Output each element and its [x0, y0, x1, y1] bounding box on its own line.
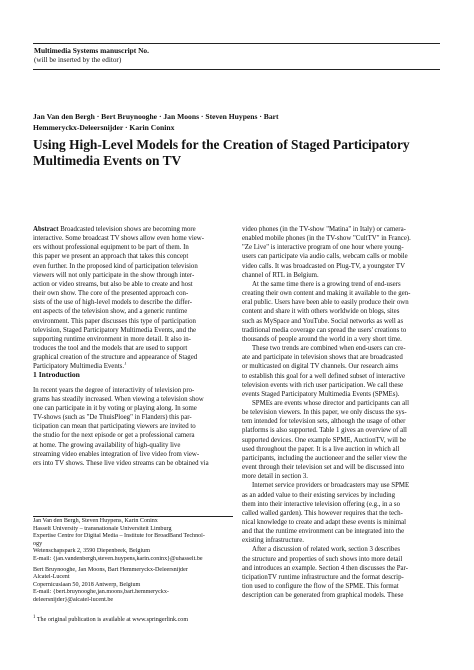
abstract-line: this paper we present an approach that takes this concept	[33, 253, 189, 261]
footnote-text: The original publication is available at www.springerlink.com	[36, 617, 189, 623]
abstract-line: environment. This paper discusses this type of participation	[33, 317, 196, 325]
body-line: such as MySpace and YouTube. Social networks as well as	[242, 317, 404, 325]
abstract-line: Broadcasted television shows are becoming more	[60, 226, 196, 233]
affiliation-line: Bert Bruynooghe, Jan Moons, Bart Hemmeryckx-Deleersnijder	[33, 566, 188, 573]
body-line: description can be generated from graphical models. These	[242, 592, 404, 600]
body-line: more detail in section 3.	[242, 473, 308, 481]
body-line: television events with rich user participation. We call these	[242, 381, 404, 389]
body-line: participants, including the auctioneer and the seller view the	[242, 454, 407, 462]
introduction-text	[33, 386, 235, 468]
body-line: platforms is also supported. Table 1 gives an overview of all	[242, 427, 407, 435]
body-line: users can participate via audio calls, webcam calls or mobile	[242, 253, 408, 261]
title-line: Using High-Level Models for the Creation of Staged Participatory	[33, 137, 410, 152]
affiliations	[33, 518, 238, 605]
abstract-line: even further. In the proposed kind of participation television	[33, 262, 198, 270]
author-line: Hemmeryckx-Deleersnijder · Karin Coninx	[33, 123, 175, 132]
body-line: tem intended for television sets, although the usage of other	[242, 418, 406, 426]
body-line: to establish this goal for a well defined subset of interactive	[242, 372, 406, 380]
affiliation-line: Jan Van den Bergh, Steven Huypens, Karin Coninx	[33, 518, 158, 524]
publication-footnote	[33, 614, 189, 623]
right-column-text	[242, 225, 442, 600]
body-line: After a discussion of related work, section 3 describes	[252, 546, 401, 554]
body-line: video phones (in the TV-show "Matina" in Italy) or camera-	[242, 226, 406, 233]
affiliation-line: Expertise Centre for Digital Media – Institute for BroadBand Technol-	[33, 533, 205, 540]
abstract-line: their own show. The core of the presented approach con-	[33, 290, 189, 298]
abstract-line: viewers will not only participate in the show through inter-	[33, 271, 195, 279]
abstract	[33, 225, 235, 372]
body-line: as an added value to their existing services by including	[242, 491, 395, 499]
abstract-line: ers without professional equipment to be part of them. In	[33, 244, 189, 252]
body-line: creating their own content and making it available to the gen-	[242, 290, 411, 298]
intro-line: ers into TV shows. These live video streams can be obtained via	[33, 459, 209, 467]
author-list	[33, 111, 333, 133]
intro-line: ticipation can mean that participating viewers are invited to	[33, 423, 196, 431]
footnote-mark: 1	[33, 614, 36, 620]
manuscript-header	[33, 43, 440, 70]
abstract-first-line	[33, 225, 235, 234]
intro-line: the studio for the next episode or get a professional camera	[33, 432, 195, 440]
body-line: ticipationTV runtime infrastructure and the format descrip-	[242, 573, 404, 581]
body-line: ate and participate in television shows that are broadcasted	[242, 354, 403, 362]
abstract-line: graphical creation of the structure and appearance of Staged	[33, 354, 198, 362]
abstract-line: supporting runtime environment in more detail. It also in-	[33, 335, 191, 343]
body-line: be television viewers. In this paper, we only discuss the sys-	[242, 409, 407, 417]
abstract-line: action or video streams, but also be able to create and host	[33, 280, 193, 288]
paper-title	[33, 137, 453, 169]
body-line: and introduces an example. Section 4 then discusses the Par-	[242, 564, 408, 572]
body-line: existing infrastructure.	[242, 537, 304, 545]
affiliation-line: Alcatel-Lucent	[33, 574, 70, 581]
abstract-line: troduces the tool and the models that are used to support	[33, 345, 188, 353]
body-line: and that the runtime environment can be integrated into the	[242, 528, 405, 536]
author-line: Jan Van den Bergh · Bert Bruynooghe · Jan Moons · Steven Huypens · Bart	[33, 112, 279, 121]
body-line: tion used to configure the flow of the SPME. This format	[242, 583, 399, 591]
body-line: thousands of people around the world in a very short time.	[242, 335, 402, 343]
body-line: enabled mobile phones (in the TV-show "CultTV" in France).	[242, 235, 411, 243]
abstract-line-text: Participatory Multimedia Events.	[33, 363, 125, 371]
affiliation-line: E-mail: {bert.bruynooghe,jan.moons,bart.hemmeryckx-	[33, 589, 169, 596]
footnote-mark: 1	[124, 362, 127, 368]
section-heading-introduction: 1 Introduction	[33, 370, 80, 379]
footnote-divider	[33, 516, 233, 517]
body-line: the structure and properties of such shows into more detail	[242, 555, 403, 563]
affiliation-line: Wetenschapspark 2, 3590 Diepenbeek, Belgium	[33, 548, 150, 555]
affiliation-line: E-mail: {jan.vandenbergh,steven.huypens,karin.coninx}@uhasselt.be	[33, 555, 203, 562]
body-line: "Ze Live" is interactive program of one hour where young-	[242, 244, 404, 252]
body-line: eral public. Users have been able to easily produce their own	[242, 299, 409, 307]
body-line: events Staged Participatory Multimedia Events (SPMEs).	[242, 390, 400, 398]
intro-line: one can participate in it by voting or playing along. In some	[33, 405, 197, 413]
body-line: used throughout the paper. It is a live auction in which all	[242, 445, 400, 453]
abstract-line: interactive. Some broadcast TV shows allow even home view-	[33, 235, 204, 243]
affiliation-line: deleersnijder}@alcatel-lucent.be	[33, 596, 114, 603]
body-line: These two trends are combined when end-users can cre-	[252, 345, 406, 353]
body-line: Internet service providers or broadcasters may use SPME	[252, 482, 410, 490]
abstract-line: television, Staged Participatory Multimedia Events, and the	[33, 326, 197, 334]
body-line: traditional media coverage can spread the users' creations to	[242, 326, 407, 334]
intro-line: TV-shows (such as "De ThuisPloeg" in Flanders) this par-	[33, 414, 192, 422]
abstract-line: sists of the use of high-level models to describe the differ-	[33, 299, 193, 307]
abstract-line: ent aspects of the television show, and a generic runtime	[33, 308, 188, 316]
body-line: event through their television set and will be discussed into	[242, 464, 405, 472]
intro-line: at home. The growing availability of high-quality live	[33, 441, 181, 449]
body-line: called walled garden). This however requires that the tech-	[242, 509, 403, 517]
intro-line: grams has steadily increased. When viewing a television show	[33, 396, 204, 404]
body-line: channel of RTL in Belgium.	[242, 271, 319, 279]
editor-note: (will be inserted by the editor)	[34, 56, 122, 64]
body-line: At the same time there is a growing trend of end-users	[252, 280, 401, 288]
abstract-label: Abstract	[33, 226, 59, 233]
body-line: SPMEs are events whose director and participants can all	[252, 399, 409, 407]
intro-line: In recent years the degree of interactivity of television pro-	[33, 387, 195, 394]
body-line: them into their interactive television offering (e.g., in a so	[242, 500, 400, 508]
body-line: supported devices. One example SPME, AuctionTV, will be	[242, 436, 407, 444]
body-line: content and share it with others worldwide on blogs, sites	[242, 308, 400, 316]
intro-line: streaming video enables integration of live video from view-	[33, 450, 200, 458]
affiliation-line: Hasselt University – transnationale Universiteit Limburg	[33, 525, 172, 532]
affiliation-line: Copernicuslaan 50, 2018 Antwerp, Belgium	[33, 581, 141, 588]
body-line: video calls. It was broadcasted on Plug-TV, a youngster TV	[242, 262, 406, 270]
journal-name: Multimedia Systems manuscript No.	[34, 46, 149, 55]
body-line: or multicasted on digital TV channels. Our research aims	[242, 363, 399, 371]
affiliation-line: ogy	[33, 540, 43, 547]
body-line: nical knowledge to create and adapt these events is minimal	[242, 519, 407, 526]
title-line: Multimedia Events on TV	[33, 153, 182, 168]
